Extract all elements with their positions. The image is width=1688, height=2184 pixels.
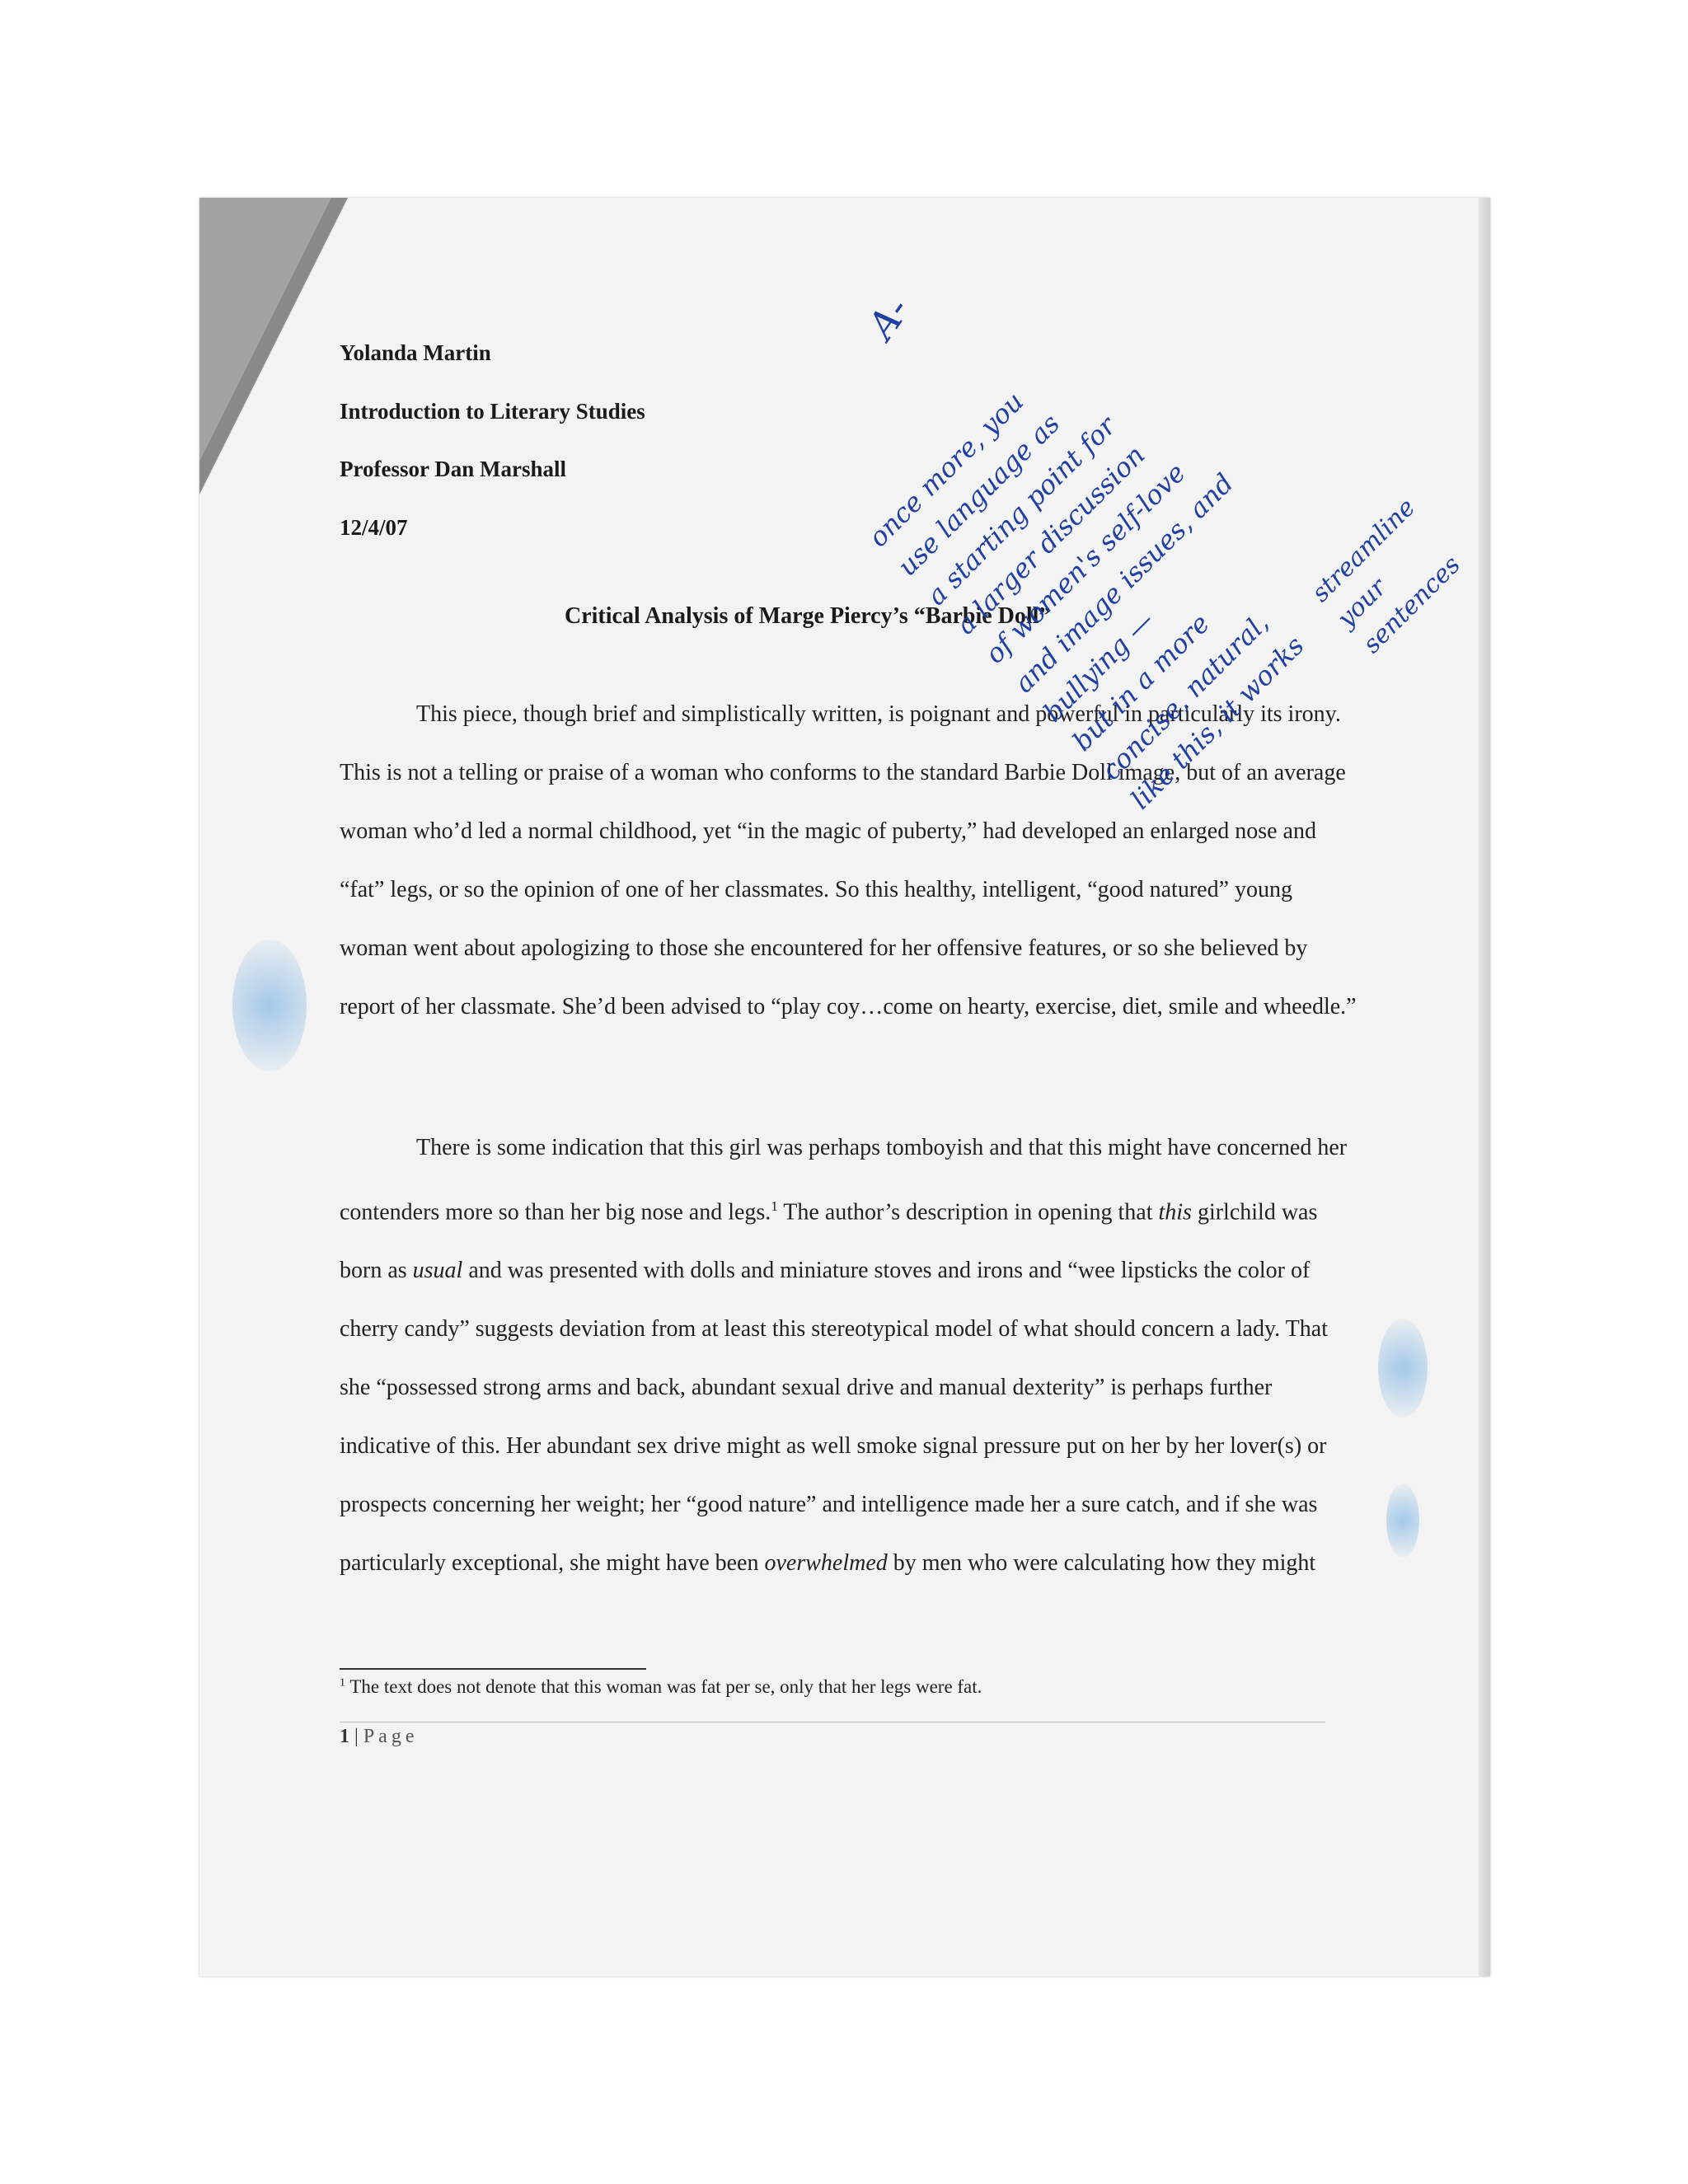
paragraph-2-part3: girlchild was born as xyxy=(340,1199,1318,1284)
date: 12/4/07 xyxy=(340,515,408,540)
emphasis-this: this xyxy=(1158,1199,1192,1226)
footnote-marker: 1 xyxy=(340,1676,345,1690)
footnote-reference: 1 xyxy=(771,1198,778,1214)
document-page xyxy=(199,198,1490,1976)
page-number: 1 xyxy=(340,1726,349,1747)
ink-smudge xyxy=(232,940,307,1071)
page-footer xyxy=(340,1722,1325,1748)
emphasis-overwhelmed: overwhelmed xyxy=(764,1550,888,1577)
paragraph-2-part4: and was presented with dolls and miniature stoves and irons and “wee lipsticks the color of cherry candy” suggests deviation from at least this stereotypical model of what should concern a lady. That she “possessed strong arms and back, abundant sexual drive and manual dexterity” is perhaps further indicative of this. Her abundant sex drive might as well smoke signal pressure put on her by her lover(s) or prospects concerning her weight; her “good nature” and intelligence made her a sure catch, and if she was particularly exceptional, she might have been xyxy=(340,1258,1328,1577)
paragraph-2-part2: The author’s description in opening that xyxy=(777,1199,1159,1226)
course-name: Introduction to Literary Studies xyxy=(340,399,645,424)
footnote-divider xyxy=(340,1668,646,1670)
ink-smudge xyxy=(1386,1483,1419,1558)
handwritten-comment: once more, you use language as a starting point for a larger discussion of women's self-love and image issues, and bullying — but in a more concise, natural, like this, it works xyxy=(862,386,1311,816)
paper-edge xyxy=(1479,198,1490,1976)
emphasis-usual: usual xyxy=(412,1258,463,1284)
grade-annotation: A- xyxy=(859,288,919,347)
page-title: Critical Analysis of Marge Piercy’s “Barbie Doll” xyxy=(565,603,1051,629)
handwritten-side-note: streamline your sentences xyxy=(1306,493,1466,659)
footnote xyxy=(340,1676,982,1698)
paragraph-1-text: This piece, though brief and simplistically written, is poignant and powerful in particularly its irony. This is not a telling or praise of a woman who conforms to the standard Barbie Doll image, but of an average woman who’d led a normal childhood, yet “in the magic of puberty,” had developed an enlarged nose and “fat” legs, or so the opinion of one of her classmates. So this healthy, intelligent, “good natured” young woman went about apologizing to those she encountered for her offensive features, or so she believed by report of her classmate. She’d been advised to “play coy…come on hearty, exercise, diet, smile and wheedle.” xyxy=(340,701,1357,1019)
author-name: Yolanda Martin xyxy=(340,340,491,365)
footnote-text: The text does not denote that this woman was fat per se, only that her legs were fat. xyxy=(345,1676,982,1697)
page-label: Page xyxy=(363,1726,419,1747)
paragraph-2-part5: by men who were calculating how they might xyxy=(887,1550,1316,1577)
ink-smudge xyxy=(1378,1319,1428,1418)
paragraph-2 xyxy=(340,1118,1362,1592)
professor-name: Professor Dan Marshall xyxy=(340,457,566,481)
paragraph-2-text xyxy=(340,1118,1362,1592)
footer-separator: | xyxy=(349,1726,363,1747)
paragraph-2-part1: There is some indication that this girl was perhaps tomboyish and that this might have concerned her contenders more so than her big nose and legs. xyxy=(340,1135,1348,1226)
folded-corner xyxy=(199,198,348,494)
